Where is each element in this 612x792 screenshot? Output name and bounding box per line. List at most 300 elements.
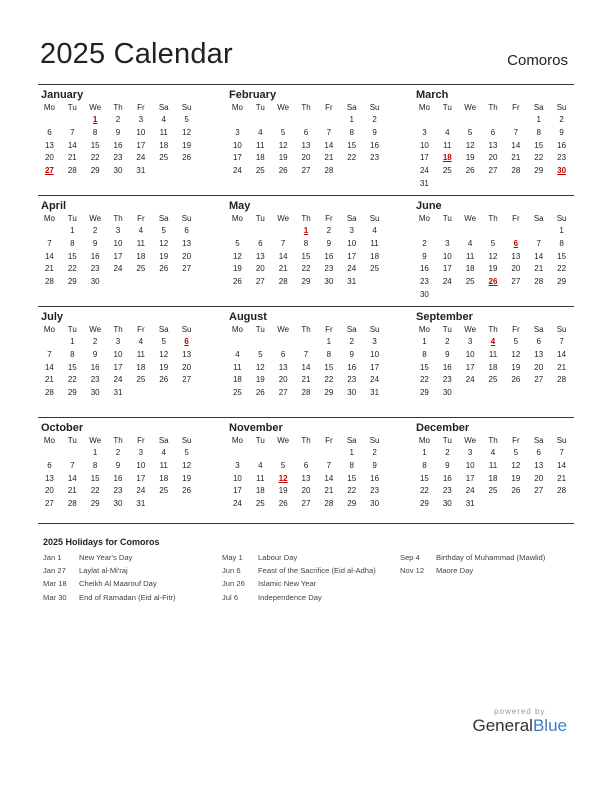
day-cell: 16 bbox=[557, 140, 567, 150]
day-cell: 6 bbox=[536, 337, 541, 346]
weekday-label: Fr bbox=[325, 103, 333, 112]
day-cell: 19 bbox=[511, 473, 521, 483]
day-cell: 7 bbox=[47, 349, 52, 359]
day-cell: 5 bbox=[258, 349, 263, 359]
brand-logo bbox=[472, 707, 567, 736]
week-row bbox=[226, 225, 386, 238]
day-cell: 30 bbox=[347, 388, 357, 398]
day-cell: 3 bbox=[115, 337, 121, 346]
weekday-label: We bbox=[89, 436, 102, 445]
day-cell: 22 bbox=[301, 264, 311, 274]
day-cell: 20 bbox=[534, 362, 544, 372]
day-cell: 7 bbox=[303, 349, 309, 359]
day-cell: 20 bbox=[301, 486, 311, 496]
month-march bbox=[413, 85, 573, 191]
weekday-label: Fr bbox=[137, 436, 145, 445]
day-cell: 23 bbox=[324, 264, 334, 274]
day-cell: 28 bbox=[44, 277, 54, 287]
month-name: June bbox=[416, 200, 442, 212]
month-name: March bbox=[416, 89, 449, 101]
day-cell: 27 bbox=[182, 264, 192, 274]
empty-cell bbox=[226, 114, 249, 127]
day-cell: 5 bbox=[490, 238, 496, 248]
week-row bbox=[226, 387, 386, 400]
empty-cell bbox=[38, 447, 61, 460]
day-cell: 18 bbox=[488, 362, 498, 372]
day-cell: 22 bbox=[90, 153, 100, 163]
day-cell: 2 bbox=[92, 337, 98, 346]
week-row bbox=[38, 349, 198, 362]
weekday-label: We bbox=[277, 214, 290, 223]
day-cell: 30 bbox=[419, 289, 429, 299]
holiday-day-cell: 12 bbox=[278, 473, 288, 483]
week-row bbox=[226, 498, 386, 511]
day-cell: 27 bbox=[301, 499, 311, 509]
day-cell: 26 bbox=[159, 264, 169, 274]
quarter-row bbox=[38, 84, 574, 195]
day-cell: 2 bbox=[372, 115, 377, 124]
week-row bbox=[38, 225, 198, 238]
day-cell: 12 bbox=[182, 460, 192, 470]
day-cell: 1 bbox=[92, 448, 98, 457]
empty-cell bbox=[175, 276, 198, 289]
weekday-label: Mo bbox=[43, 103, 55, 112]
powered-by-text: powered by bbox=[494, 707, 546, 716]
weekday-label: Sa bbox=[346, 103, 357, 112]
day-cell: 19 bbox=[159, 251, 169, 261]
week-row bbox=[226, 238, 386, 251]
day-cell: 16 bbox=[90, 251, 100, 261]
empty-cell bbox=[527, 387, 550, 400]
day-cell: 29 bbox=[90, 499, 100, 509]
day-cell: 16 bbox=[370, 140, 380, 150]
day-cell: 24 bbox=[370, 375, 380, 385]
day-cell: 21 bbox=[301, 375, 311, 385]
weekday-label: Th bbox=[301, 325, 311, 334]
day-cell: 27 bbox=[488, 166, 498, 176]
day-cell: 6 bbox=[280, 349, 286, 359]
day-cell: 25 bbox=[488, 486, 498, 496]
day-cell: 19 bbox=[278, 486, 288, 496]
day-cell: 19 bbox=[488, 264, 498, 274]
day-cell: 10 bbox=[113, 238, 123, 248]
day-cell: 13 bbox=[44, 473, 54, 483]
day-cell: 30 bbox=[442, 388, 452, 398]
day-cell: 12 bbox=[511, 460, 521, 470]
weekday-label: Mo bbox=[43, 214, 55, 223]
day-cell: 14 bbox=[67, 140, 77, 150]
holiday-item bbox=[222, 577, 376, 590]
weekday-label: Th bbox=[113, 103, 123, 112]
day-cell: 10 bbox=[419, 140, 429, 150]
day-cell: 30 bbox=[324, 277, 334, 287]
empty-cell bbox=[504, 114, 527, 127]
empty-cell bbox=[226, 225, 249, 238]
holiday-day-cell: 18 bbox=[442, 153, 452, 163]
day-cell: 27 bbox=[534, 375, 544, 385]
weekday-label: Fr bbox=[512, 214, 520, 223]
month-november bbox=[226, 418, 386, 511]
weekday-label: We bbox=[277, 325, 290, 334]
empty-cell bbox=[482, 387, 505, 400]
weekday-label: Fr bbox=[137, 325, 145, 334]
empty-cell bbox=[272, 336, 295, 349]
day-cell: 3 bbox=[467, 337, 473, 346]
weekday-label: Th bbox=[301, 103, 311, 112]
day-cell: 13 bbox=[511, 251, 521, 261]
weekday-label: Tu bbox=[442, 325, 452, 334]
day-cell: 5 bbox=[280, 460, 286, 470]
day-cell: 9 bbox=[372, 460, 377, 470]
day-cell: 24 bbox=[347, 264, 357, 274]
day-cell: 14 bbox=[44, 362, 54, 372]
weekday-header bbox=[413, 213, 573, 225]
empty-cell bbox=[249, 447, 272, 460]
day-cell: 16 bbox=[370, 473, 380, 483]
weekday-label: Mo bbox=[231, 436, 243, 445]
day-cell: 2 bbox=[372, 448, 377, 457]
day-cell: 26 bbox=[159, 375, 169, 385]
day-cell: 21 bbox=[67, 153, 77, 163]
day-cell: 12 bbox=[182, 127, 192, 137]
month-january bbox=[38, 85, 198, 178]
holiday-item bbox=[43, 564, 176, 577]
empty-cell bbox=[295, 447, 318, 460]
day-cell: 1 bbox=[349, 115, 354, 124]
day-cell: 11 bbox=[443, 140, 452, 150]
day-cell: 20 bbox=[255, 264, 265, 274]
day-cell: 18 bbox=[370, 251, 380, 261]
day-cell: 9 bbox=[115, 460, 121, 470]
weekday-label: Su bbox=[556, 436, 567, 445]
weekday-label: Sa bbox=[158, 325, 169, 334]
weekday-label: Th bbox=[301, 214, 311, 223]
brand-blue: Blue bbox=[532, 716, 567, 735]
day-cell: 15 bbox=[324, 362, 334, 372]
day-cell: 8 bbox=[422, 349, 427, 359]
empty-cell bbox=[436, 225, 459, 238]
weekday-label: Sa bbox=[533, 214, 544, 223]
empty-cell bbox=[527, 178, 550, 191]
day-cell: 28 bbox=[44, 388, 54, 398]
day-cell: 3 bbox=[445, 238, 450, 248]
day-cell: 12 bbox=[232, 251, 242, 261]
weekday-label: Tu bbox=[255, 214, 265, 223]
day-cell: 17 bbox=[442, 264, 452, 274]
empty-cell bbox=[413, 114, 436, 127]
day-cell: 6 bbox=[47, 127, 52, 137]
day-cell: 16 bbox=[347, 362, 357, 372]
day-cell: 17 bbox=[232, 486, 242, 496]
holiday-name: Birthday of Muhammad (Mawlid) bbox=[436, 553, 546, 562]
day-cell: 26 bbox=[511, 486, 521, 496]
page-title: 2025 Calendar bbox=[40, 38, 233, 70]
week-row bbox=[413, 165, 573, 178]
day-cell: 5 bbox=[513, 337, 519, 346]
day-cell: 17 bbox=[113, 362, 123, 372]
empty-cell bbox=[504, 225, 527, 238]
day-cell: 5 bbox=[467, 127, 473, 137]
day-cell: 17 bbox=[136, 473, 146, 483]
holiday-date: Jul 6 bbox=[222, 592, 239, 602]
month-name: November bbox=[229, 422, 283, 434]
day-cell: 3 bbox=[138, 115, 144, 124]
holiday-date: Jan 1 bbox=[43, 553, 62, 562]
weekday-label: Mo bbox=[231, 103, 243, 112]
week-row bbox=[226, 140, 386, 153]
empty-cell bbox=[175, 165, 198, 178]
day-cell: 18 bbox=[136, 362, 146, 372]
day-cell: 1 bbox=[70, 337, 75, 346]
day-cell: 1 bbox=[559, 226, 564, 235]
empty-cell bbox=[363, 165, 386, 178]
day-cell: 28 bbox=[557, 375, 567, 385]
empty-cell bbox=[38, 114, 61, 127]
day-cell: 1 bbox=[422, 337, 427, 346]
day-cell: 30 bbox=[370, 499, 380, 509]
day-cell: 21 bbox=[67, 486, 77, 496]
day-cell: 28 bbox=[511, 166, 521, 176]
month-name: January bbox=[41, 89, 84, 101]
day-cell: 22 bbox=[67, 375, 77, 385]
week-row bbox=[226, 152, 386, 165]
week-row bbox=[413, 114, 573, 127]
day-cell: 30 bbox=[90, 277, 100, 287]
weekday-label: Su bbox=[556, 214, 567, 223]
weekday-label: Fr bbox=[512, 103, 520, 112]
week-row bbox=[413, 276, 573, 289]
day-cell: 27 bbox=[44, 499, 54, 509]
day-cell: 15 bbox=[301, 251, 311, 261]
day-cell: 7 bbox=[70, 127, 75, 137]
day-cell: 18 bbox=[488, 473, 498, 483]
month-october bbox=[38, 418, 198, 511]
day-cell: 15 bbox=[90, 473, 100, 483]
day-cell: 19 bbox=[511, 362, 521, 372]
quarter-row bbox=[38, 417, 574, 528]
holiday-day-cell: 30 bbox=[557, 166, 567, 176]
day-cell: 10 bbox=[442, 251, 452, 261]
day-cell: 7 bbox=[536, 238, 541, 248]
week-row bbox=[38, 387, 198, 400]
weekday-label: Sa bbox=[346, 325, 357, 334]
day-cell: 25 bbox=[159, 486, 169, 496]
day-cell: 28 bbox=[301, 388, 311, 398]
day-cell: 19 bbox=[465, 153, 475, 163]
day-cell: 8 bbox=[559, 238, 564, 248]
day-cell: 25 bbox=[232, 388, 242, 398]
holiday-item bbox=[222, 564, 376, 577]
day-cell: 21 bbox=[44, 264, 54, 274]
day-cell: 30 bbox=[113, 166, 123, 176]
day-cell: 30 bbox=[90, 388, 100, 398]
week-row bbox=[226, 374, 386, 387]
weekday-label: We bbox=[464, 214, 477, 223]
day-cell: 20 bbox=[511, 264, 521, 274]
holiday-date: Jun 26 bbox=[222, 579, 245, 589]
empty-cell bbox=[317, 114, 340, 127]
day-cell: 28 bbox=[534, 277, 544, 287]
week-row bbox=[226, 485, 386, 498]
week-row bbox=[38, 140, 198, 153]
holiday-day-cell: 26 bbox=[488, 277, 498, 287]
day-cell: 21 bbox=[511, 153, 521, 163]
day-cell: 25 bbox=[159, 153, 169, 163]
week-row bbox=[413, 362, 573, 375]
day-cell: 18 bbox=[255, 153, 265, 163]
holiday-item bbox=[222, 591, 376, 604]
day-cell: 3 bbox=[138, 448, 144, 457]
weekday-label: We bbox=[89, 103, 102, 112]
day-cell: 11 bbox=[488, 460, 498, 470]
day-cell: 1 bbox=[70, 226, 75, 235]
day-cell: 17 bbox=[465, 362, 475, 372]
holiday-name: Feast of the Sacrifice (Eid al-Adha) bbox=[258, 566, 376, 576]
day-cell: 14 bbox=[301, 362, 311, 372]
day-cell: 18 bbox=[255, 486, 265, 496]
day-cell: 9 bbox=[559, 127, 564, 137]
day-cell: 16 bbox=[324, 251, 334, 261]
day-cell: 12 bbox=[465, 140, 475, 150]
day-cell: 10 bbox=[465, 460, 475, 470]
week-row bbox=[226, 114, 386, 127]
holiday-date: Jan 27 bbox=[43, 566, 66, 576]
day-cell: 24 bbox=[419, 166, 429, 176]
empty-cell bbox=[436, 178, 459, 191]
holiday-day-cell: 6 bbox=[184, 337, 189, 346]
day-cell: 2 bbox=[559, 115, 564, 124]
day-cell: 3 bbox=[115, 226, 121, 235]
day-cell: 22 bbox=[419, 375, 429, 385]
month-september bbox=[413, 307, 573, 400]
holiday-name: End of Ramadan (Eid al-Fitr) bbox=[79, 592, 176, 602]
week-row bbox=[38, 362, 198, 375]
day-cell: 15 bbox=[347, 140, 357, 150]
day-cell: 18 bbox=[136, 251, 146, 261]
day-cell: 12 bbox=[159, 238, 169, 248]
weekday-header bbox=[226, 324, 386, 336]
weekday-label: Fr bbox=[512, 436, 520, 445]
day-cell: 22 bbox=[347, 153, 357, 163]
day-cell: 19 bbox=[182, 140, 192, 150]
day-cell: 26 bbox=[465, 166, 475, 176]
day-cell: 5 bbox=[280, 127, 286, 137]
week-row bbox=[413, 152, 573, 165]
weekday-label: Tu bbox=[255, 325, 265, 334]
week-row bbox=[413, 473, 573, 486]
day-cell: 6 bbox=[490, 127, 496, 137]
day-cell: 13 bbox=[301, 140, 311, 150]
weekday-header bbox=[38, 102, 198, 114]
week-row bbox=[38, 127, 198, 140]
weekday-label: Sa bbox=[346, 436, 357, 445]
day-cell: 19 bbox=[182, 473, 192, 483]
day-cell: 14 bbox=[511, 140, 521, 150]
day-cell: 27 bbox=[301, 166, 311, 176]
day-cell: 17 bbox=[136, 140, 146, 150]
holiday-name: Cheikh Al Maarouf Day bbox=[79, 579, 157, 589]
holiday-name: Laylat al-Mi'raj bbox=[79, 566, 128, 576]
day-cell: 13 bbox=[488, 140, 498, 150]
day-cell: 18 bbox=[232, 375, 242, 385]
day-cell: 28 bbox=[324, 166, 334, 176]
day-cell: 23 bbox=[113, 153, 123, 163]
day-cell: 24 bbox=[442, 277, 452, 287]
day-cell: 26 bbox=[278, 166, 288, 176]
empty-cell bbox=[61, 114, 84, 127]
day-cell: 23 bbox=[419, 277, 429, 287]
empty-cell bbox=[527, 289, 550, 302]
weekday-label: Tu bbox=[67, 214, 77, 223]
day-cell: 11 bbox=[256, 473, 265, 483]
week-row bbox=[226, 251, 386, 264]
empty-cell bbox=[459, 289, 482, 302]
day-cell: 16 bbox=[90, 362, 100, 372]
day-cell: 2 bbox=[326, 226, 332, 235]
day-cell: 1 bbox=[422, 448, 427, 457]
day-cell: 8 bbox=[349, 127, 354, 137]
week-row bbox=[226, 263, 386, 276]
weekday-label: Su bbox=[181, 103, 192, 112]
week-row bbox=[226, 460, 386, 473]
day-cell: 22 bbox=[90, 486, 100, 496]
empty-cell bbox=[482, 498, 505, 511]
day-cell: 4 bbox=[445, 127, 450, 137]
empty-cell bbox=[175, 387, 198, 400]
weekday-label: We bbox=[464, 436, 477, 445]
holiday-item bbox=[400, 551, 545, 564]
empty-cell bbox=[38, 336, 61, 349]
day-cell: 7 bbox=[326, 460, 332, 470]
day-cell: 24 bbox=[136, 486, 146, 496]
empty-cell bbox=[249, 336, 272, 349]
day-cell: 4 bbox=[372, 226, 377, 235]
week-row bbox=[413, 498, 573, 511]
day-cell: 4 bbox=[161, 115, 166, 124]
empty-cell bbox=[152, 276, 175, 289]
weekday-label: Tu bbox=[67, 325, 77, 334]
day-cell: 2 bbox=[115, 115, 121, 124]
calendar-grid bbox=[38, 84, 574, 528]
day-cell: 18 bbox=[159, 140, 169, 150]
weekday-label: Mo bbox=[418, 325, 430, 334]
day-cell: 10 bbox=[232, 473, 242, 483]
day-cell: 27 bbox=[255, 277, 265, 287]
day-cell: 27 bbox=[278, 388, 288, 398]
day-cell: 10 bbox=[465, 349, 475, 359]
day-cell: 25 bbox=[465, 277, 475, 287]
day-cell: 29 bbox=[347, 499, 357, 509]
day-cell: 20 bbox=[534, 473, 544, 483]
week-row bbox=[413, 460, 573, 473]
day-cell: 29 bbox=[67, 388, 77, 398]
day-cell: 5 bbox=[184, 115, 189, 124]
country-label: Comoros bbox=[507, 52, 568, 69]
day-cell: 13 bbox=[534, 349, 544, 359]
holiday-item bbox=[43, 591, 176, 604]
day-cell: 24 bbox=[465, 375, 475, 385]
day-cell: 25 bbox=[442, 166, 452, 176]
day-cell: 25 bbox=[136, 264, 146, 274]
week-row bbox=[38, 238, 198, 251]
day-cell: 13 bbox=[182, 238, 192, 248]
day-cell: 6 bbox=[536, 448, 541, 457]
week-row bbox=[413, 238, 573, 251]
weekday-header bbox=[38, 213, 198, 225]
day-cell: 29 bbox=[419, 388, 429, 398]
holiday-date: Mar 18 bbox=[43, 579, 67, 589]
day-cell: 9 bbox=[349, 349, 354, 359]
